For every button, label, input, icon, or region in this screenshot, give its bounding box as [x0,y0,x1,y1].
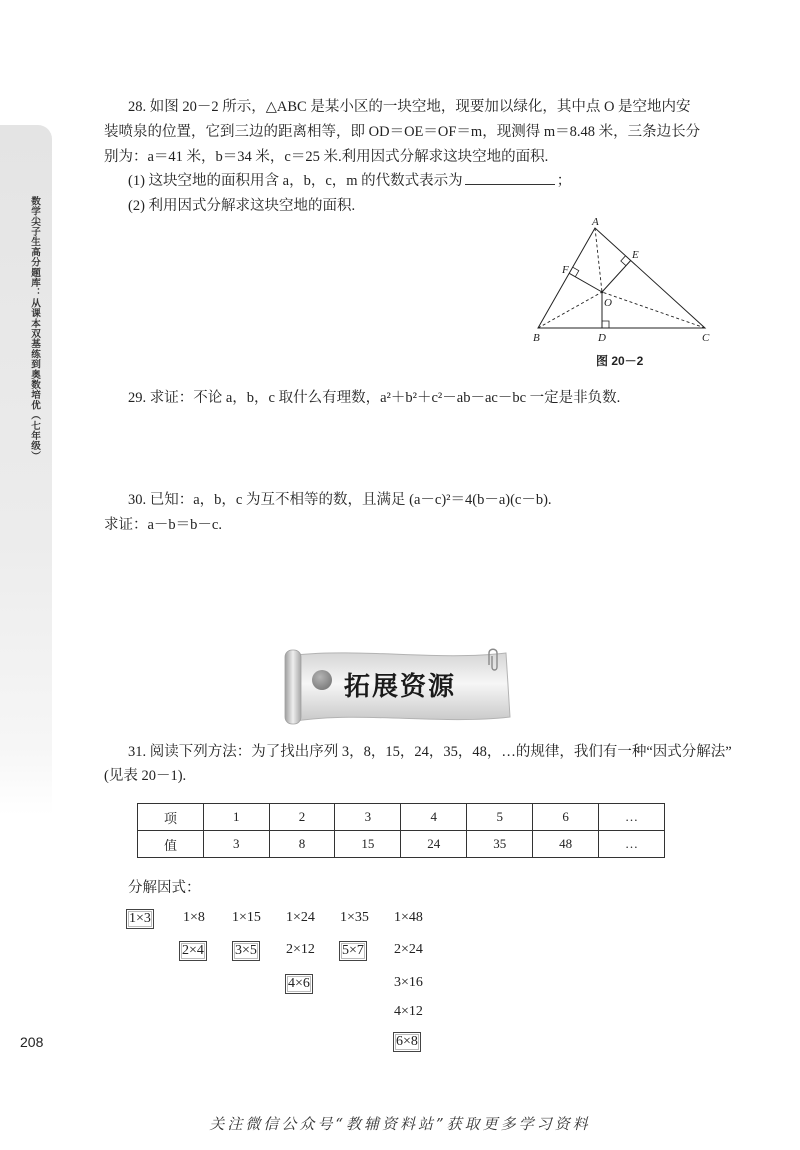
factor-item: 3×5 [232,941,260,961]
answer-blank [465,170,555,185]
book-title-vertical: 数学尖子生高分题库：从课本双基练到奥数培优（七年级） [29,196,40,462]
problem-28-part-1-text: (1) 这块空地的面积用含 a，b，c，m 的代数式表示为 [128,173,463,189]
factor-item: 1×8 [183,910,205,925]
segment-bo [538,292,602,328]
factorization-label: 分解因式： [128,880,201,896]
label-o: O [604,297,612,309]
problem-31-line-2: (见表 20－1). [104,768,187,784]
segment-oe [602,261,631,293]
segment-ao [595,228,602,292]
label-c: C [702,332,710,344]
label-b: B [533,332,540,344]
table-cell: 4 [401,804,467,831]
factor-item: 1×48 [394,910,423,925]
factor-item: 5×7 [339,941,367,961]
table-cell: 3 [203,831,269,858]
label-f: F [562,264,569,276]
table-cell: … [599,831,665,858]
table-cell: 项 [138,804,204,831]
problem-28-part-1-suffix: ； [556,173,572,189]
factor-item: 2×4 [179,941,207,961]
factor-item: 4×6 [285,974,313,994]
banner-roll [285,650,301,724]
table-cell: 8 [269,831,335,858]
page-number: 208 [20,1034,44,1050]
figure-caption: 图 20－2 [596,354,644,368]
triangle-abc [538,228,705,328]
factor-item: 1×3 [126,909,154,929]
problem-28-line-2: 装喷泉的位置，它到三边的距离相等，即 OD＝OE＝OF＝m，现测得 m＝8.48 米，三条边长分 [104,124,701,140]
banner-title: 拓展资源 [343,671,456,701]
problem-30-line-1: 30. 已知：a，b，c 为互不相等的数，且满足 (a－c)²＝4(b－a)(c－b). [128,492,552,508]
factor-item: 1×15 [232,910,261,925]
label-d: D [598,332,606,344]
problem-31-line-1: 31. 阅读下列方法：为了找出序列 3，8，15，24，35，48，…的规律，我们有一种“因式分解法” [128,744,732,760]
table-cell: 24 [401,831,467,858]
problem-28-part-1 [128,169,571,194]
sequence-table [137,803,665,858]
triangle-figure [520,215,720,347]
problem-28-part-2: (2) 利用因式分解求这块空地的面积. [128,198,356,214]
right-angle-e [621,256,626,266]
point-o [601,291,604,294]
factor-item: 3×16 [394,975,423,990]
problem-28-line-3: 别为：a＝41 米，b＝34 米，c＝25 米.利用因式分解求这块空地的面积. [104,149,549,165]
table-cell: 6 [533,804,599,831]
table-cell: 35 [467,831,533,858]
factor-item: 4×12 [394,1004,423,1019]
problem-29: 29. 求证：不论 a，b，c 取什么有理数，a²＋b²＋c²－ab－ac－bc 一定是非负数. [128,390,621,406]
side-tab [0,125,52,815]
table-cell: 48 [533,831,599,858]
table-cell: 值 [138,831,204,858]
table-cell: 3 [335,804,401,831]
label-e: E [632,249,639,261]
factor-item: 1×24 [286,910,315,925]
segment-of [569,273,602,292]
problem-30-line-2: 求证：a－b＝b－c. [104,517,222,533]
factor-item: 2×24 [394,942,423,957]
label-a: A [592,216,599,228]
factor-item: 2×12 [286,942,315,957]
table-cell: 15 [335,831,401,858]
problem-28-line-1: 28. 如图 20－2 所示，△ABC 是某小区的一块空地，现要加以绿化，其中点 O 是空地内安 [128,99,691,115]
table-cell: 1 [203,804,269,831]
table-cell: 2 [269,804,335,831]
table-cell: … [599,804,665,831]
segment-co [602,292,705,328]
table-cell: 5 [467,804,533,831]
right-angle-d [602,321,609,328]
table-row [138,804,665,831]
factor-item: 1×35 [340,910,369,925]
factor-item: 6×8 [393,1032,421,1052]
table-row [138,831,665,858]
footer-note: 关注微信公众号“教辅资料站”获取更多学习资料 [209,1115,591,1133]
